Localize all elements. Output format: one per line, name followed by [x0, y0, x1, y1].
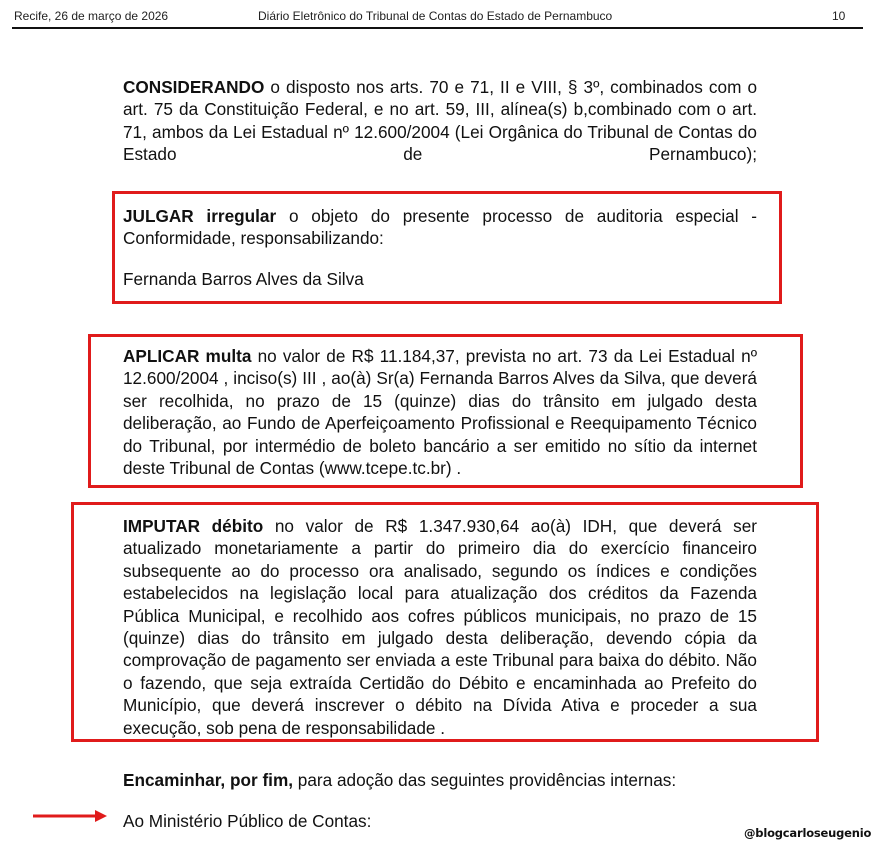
- header-divider: [12, 27, 863, 29]
- imputar-text: no valor de R$ 1.347.930,64 ao(à) IDH, que deverá ser atualizado monetariamente a partir do primeiro dia do exercício financeiro subsequente ao do processo ora analisado, segundo os índices e condições estabelecidos na legislação local para atualização dos créditos da Fazenda Pública Municipal, e recolhido aos cofres públicos municipais, no prazo de 15 (quinze) dias do trânsito em julgado desta deliberação, devendo cópia da comprovação de pagamento ser enviada a este Tribunal para baixa do débito. Não o fazendo, que seja extraída Certidão do Débito e encaminhada ao Prefeito do Município, que deverá inscrever o débito na Dívida Ativa e proceder a sua execução, sob pena de responsabilidade .: [123, 516, 757, 738]
- header-date: Recife, 26 de março de 2026: [14, 9, 169, 23]
- encaminhar-lead: Encaminhar, por fim,: [123, 770, 294, 790]
- julgar-lead: JULGAR irregular: [123, 206, 277, 226]
- watermark: @blogcarloseugenio: [744, 826, 872, 840]
- aplicar-paragraph: [123, 345, 757, 479]
- header-page-number: 10: [832, 9, 846, 23]
- julgar-text: o objeto do presente processo de auditoria especial - Conformidade, responsabilizando:: [123, 206, 758, 249]
- considerando-text: o disposto nos arts. 70 e 71, II e VIII, § 3º, combinados com o art. 75 da Constituição Federal, e no art. 59, III, alínea(s) b,combinado com o art. 71, ambos da Lei Estadual nº 12.600/2004 (Lei Orgânica do Tribunal de Contas do Estado de Pernambuco);: [123, 77, 758, 165]
- aplicar-text: no valor de R$ 11.184,37, prevista no art. 73 da Lei Estadual nº 12.600/2004 , inciso(s) III , ao(à) Sr(a) Fernanda Barros Alves da Silva, que deverá ser recolhida, no prazo de 15 (quinze) dias do trânsito em julgado desta deliberação, ao Fundo de Aperfeiçoamento Profissional e Reequipamento Técnico do Tribunal, por intermédio de boleto bancário a ser emitido no sítio da internet deste Tribunal de Contas (www.tcepe.tc.br) .: [123, 346, 757, 479]
- considerando-paragraph: [123, 76, 757, 166]
- aplicar-lead: APLICAR multa: [123, 346, 252, 366]
- header-publication: Diário Eletrônico do Tribunal de Contas do Estado de Pernambuco: [258, 9, 613, 23]
- julgar-person: Fernanda Barros Alves da Silva: [123, 269, 364, 289]
- imputar-paragraph: [123, 515, 757, 739]
- encaminhar-text: para adoção das seguintes providências internas:: [297, 770, 677, 790]
- considerando-lead: CONSIDERANDO: [123, 77, 265, 97]
- ministerio-line: Ao Ministério Público de Contas:: [123, 811, 372, 831]
- imputar-lead: IMPUTAR débito: [123, 516, 264, 536]
- encaminhar-paragraph: [123, 769, 803, 791]
- julgar-paragraph: [123, 205, 757, 250]
- right-arrow-icon: [33, 810, 107, 822]
